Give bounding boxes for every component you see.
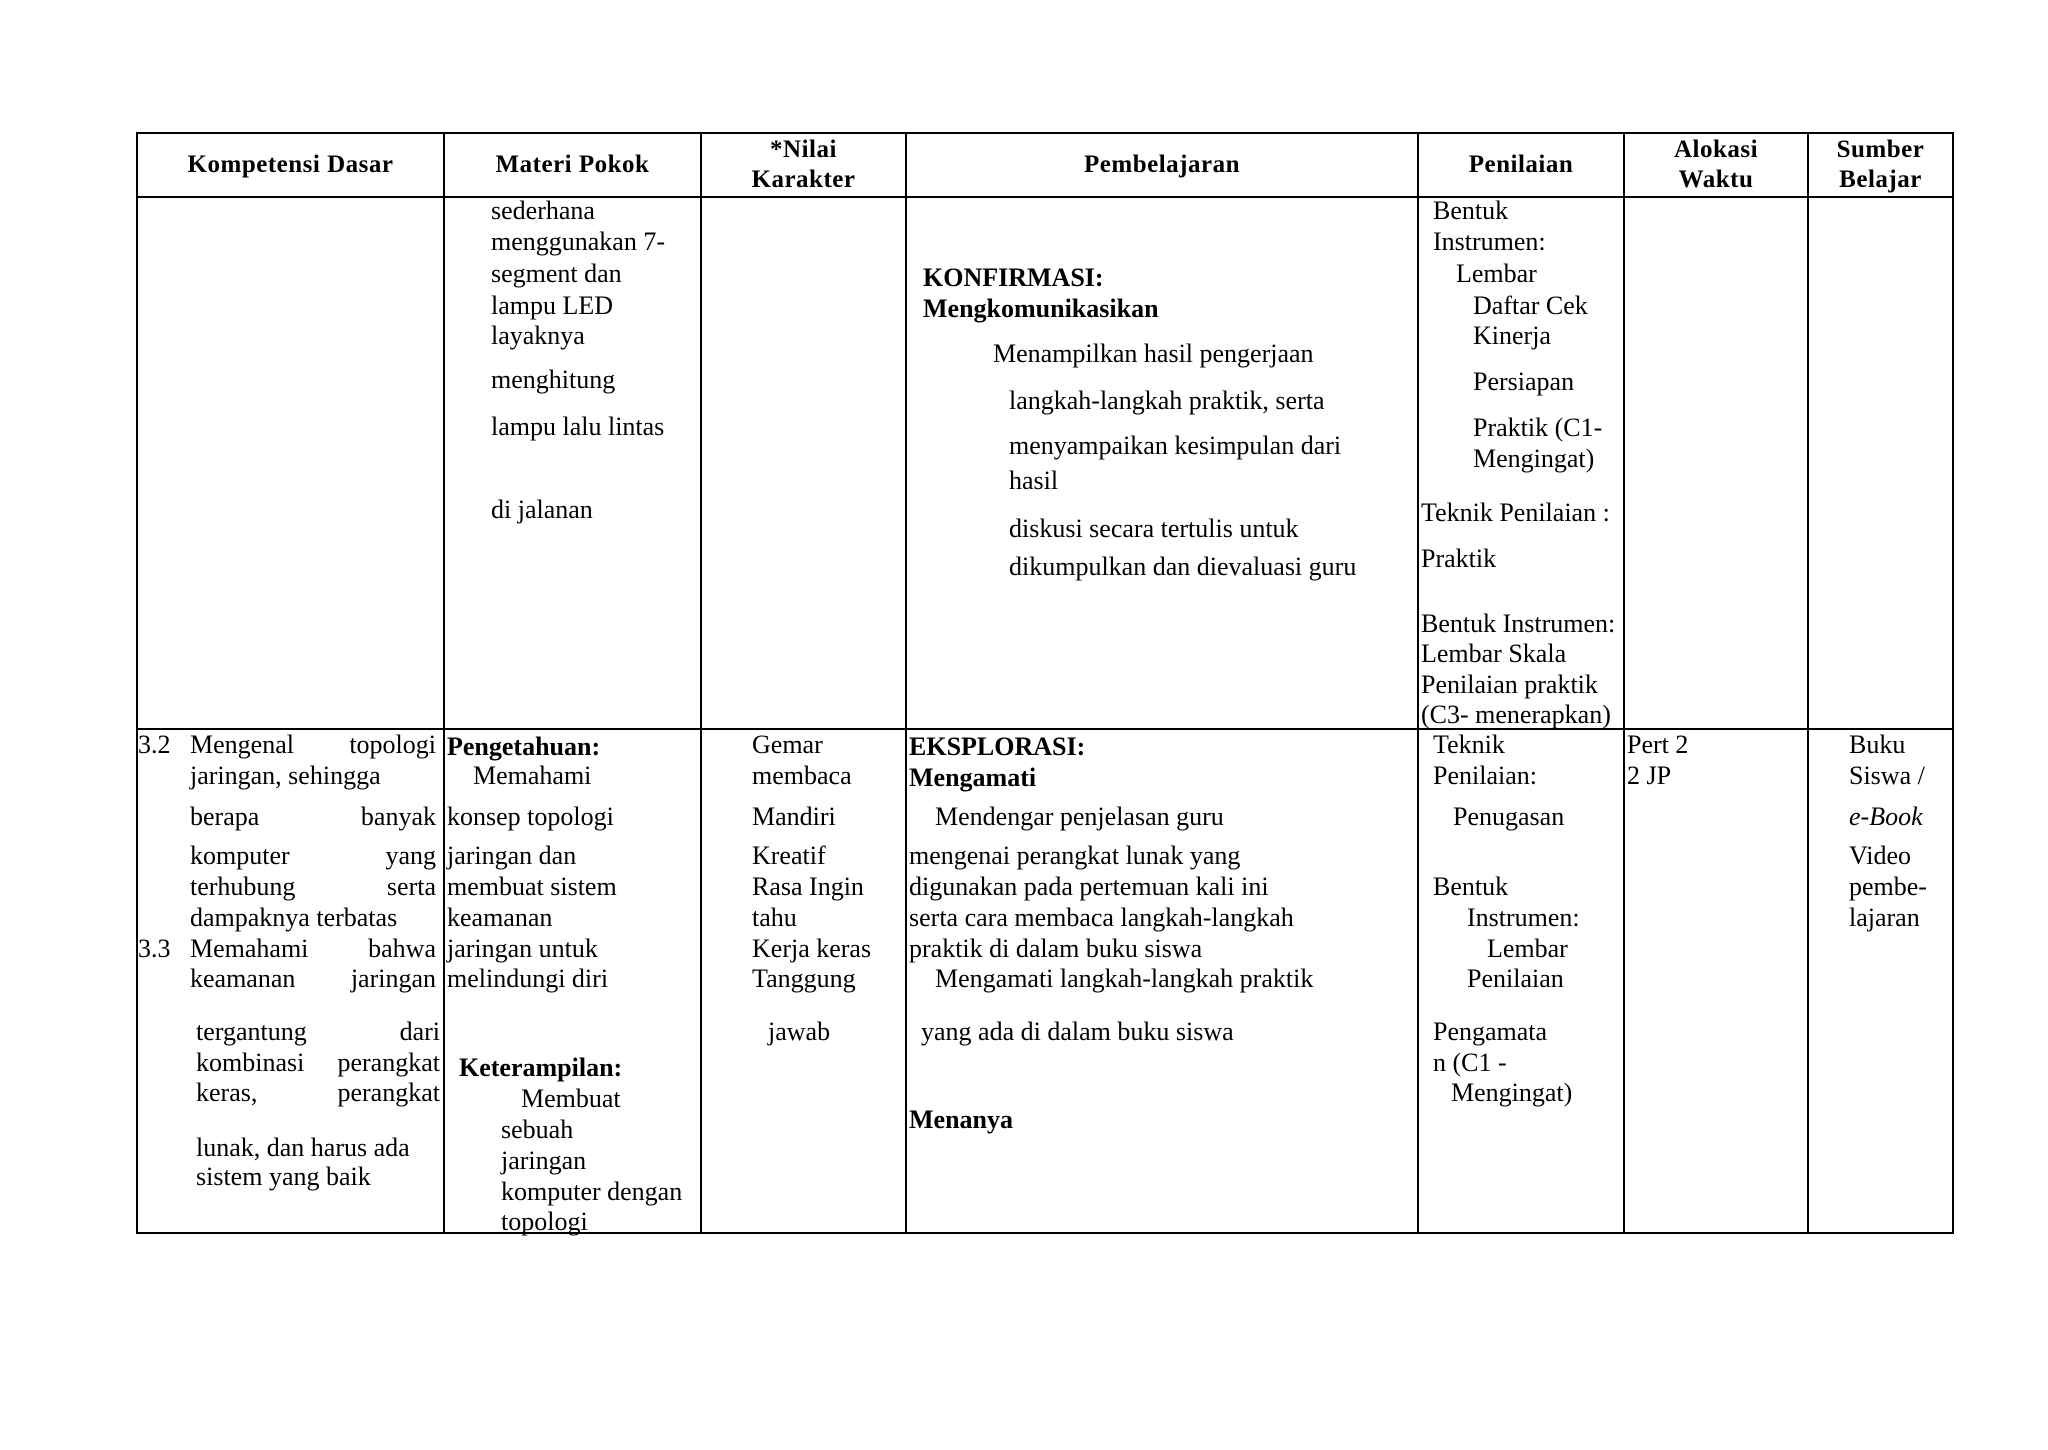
penilaian-line: Instrumen: <box>1433 227 1546 256</box>
table-row <box>137 197 1953 729</box>
sumber-line: e-Book <box>1849 802 1923 831</box>
materi-line: jaringan <box>501 1146 587 1175</box>
menanya-heading: Menanya <box>909 1105 1013 1134</box>
row2-nilai-cell <box>701 729 906 1233</box>
materi-line: jaringan untuk <box>447 934 598 963</box>
header-materi-pokok: Materi Pokok <box>444 133 701 197</box>
sumber-line: pembe- <box>1849 872 1927 901</box>
nilai-line: Gemar <box>752 730 823 759</box>
pembelajaran-line: dikumpulkan dan dievaluasi guru <box>1009 552 1357 581</box>
penilaian-line: Praktik (C1- <box>1473 413 1603 442</box>
kd-line: Memahami bahwa <box>190 934 436 963</box>
materi-line: sederhana <box>491 196 595 225</box>
penilaian-line: (C3- menerapkan) <box>1421 700 1611 729</box>
penilaian-line: Teknik Penilaian : <box>1421 498 1610 527</box>
materi-line: di jalanan <box>491 495 593 524</box>
materi-line: membuat sistem <box>447 872 617 901</box>
kd-number: 3.2 <box>138 730 171 759</box>
kd-line: terhubung serta <box>190 872 436 901</box>
syllabus-table <box>136 132 1954 1234</box>
row1-materi-cell <box>444 197 701 729</box>
penilaian-line: Bentuk <box>1433 196 1509 225</box>
keterampilan-label: Keterampilan: <box>459 1053 623 1082</box>
penilaian-line: Mengingat) <box>1451 1078 1573 1107</box>
sumber-line: Buku <box>1849 730 1906 759</box>
kd-line: komputer yang <box>190 841 436 870</box>
pembelajaran-line: mengenai perangkat lunak yang <box>909 841 1241 870</box>
pembelajaran-line: serta cara membaca langkah-langkah <box>909 903 1294 932</box>
eksplorasi-heading: EKSPLORASI: <box>909 732 1086 761</box>
penilaian-line: Pengamata <box>1433 1017 1548 1046</box>
kd-line: lunak, dan harus ada <box>196 1133 410 1162</box>
alokasi-line: Pert 2 <box>1627 730 1689 759</box>
kd-number: 3.3 <box>138 934 171 963</box>
pembelajaran-line: digunakan pada pertemuan kali ini <box>909 872 1269 901</box>
pembelajaran-line: langkah-langkah praktik, serta <box>1009 386 1325 415</box>
row2-pembelajaran-cell <box>906 729 1418 1233</box>
konfirmasi-heading: KONFIRMASI: <box>923 263 1104 292</box>
penilaian-line: Penugasan <box>1453 802 1565 831</box>
row2-materi-cell <box>444 729 701 1236</box>
header-penilaian: Penilaian <box>1418 133 1624 197</box>
kd-line: keras, perangkat <box>196 1078 440 1107</box>
nilai-line: tahu <box>752 903 797 932</box>
penilaian-line: Bentuk <box>1433 872 1509 901</box>
header-pembelajaran: Pembelajaran <box>906 133 1418 197</box>
penilaian-line: Mengingat) <box>1473 444 1595 473</box>
kd-line: Mengenal topologi <box>190 730 436 759</box>
materi-line: sebuah <box>501 1115 574 1144</box>
penilaian-line: n (C1 - <box>1433 1048 1507 1077</box>
table-row <box>137 729 1953 1233</box>
penilaian-line: Teknik <box>1433 730 1505 759</box>
row1-kompetensi-cell <box>137 197 444 729</box>
pembelajaran-line: menyampaikan kesimpulan dari <box>1009 431 1342 460</box>
pengetahuan-label: Pengetahuan: <box>447 732 601 761</box>
pembelajaran-line: Mengamati langkah-langkah praktik <box>935 964 1314 993</box>
nilai-line: Mandiri <box>752 802 836 831</box>
materi-line: Membuat <box>521 1084 621 1113</box>
pembelajaran-line: hasil <box>1009 466 1059 495</box>
nilai-line: Rasa Ingin <box>752 872 864 901</box>
row2-alokasi-cell <box>1624 729 1808 1233</box>
materi-line: melindungi diri <box>447 964 609 993</box>
header-kompetensi-dasar: Kompetensi Dasar <box>137 133 444 197</box>
nilai-line: Tanggung <box>752 964 856 993</box>
kd-line: berapa banyak <box>190 802 436 831</box>
materi-line: konsep topologi <box>447 802 614 831</box>
kd-line: jaringan, sehingga <box>190 761 381 790</box>
penilaian-line: Lembar <box>1487 934 1568 963</box>
kd-line: sistem yang baik <box>196 1162 371 1191</box>
penilaian-line: Bentuk Instrumen: <box>1421 609 1616 638</box>
materi-line: topologi <box>501 1207 588 1236</box>
materi-line: Memahami <box>473 761 592 790</box>
penilaian-line: Penilaian <box>1467 964 1564 993</box>
pembelajaran-line: Menampilkan hasil pengerjaan <box>993 339 1314 368</box>
sumber-line: lajaran <box>1849 903 1920 932</box>
materi-line: layaknya <box>491 321 585 350</box>
kd-line: keamanan jaringan <box>190 964 436 993</box>
row2-kompetensi-cell <box>137 729 444 1233</box>
penilaian-line: Penilaian praktik <box>1421 670 1598 699</box>
row2-penilaian-cell <box>1418 729 1624 1233</box>
sumber-line: Video <box>1849 841 1911 870</box>
kd-line: kombinasi perangkat <box>196 1048 440 1077</box>
materi-line: lampu lalu lintas <box>491 412 665 441</box>
sumber-line: Siswa / <box>1849 761 1925 790</box>
row1-penilaian-cell <box>1418 197 1624 729</box>
pembelajaran-line: Mendengar penjelasan guru <box>935 802 1224 831</box>
nilai-line: membaca <box>752 761 852 790</box>
nilai-line: Kerja keras <box>752 934 872 963</box>
materi-line: jaringan dan <box>447 841 577 870</box>
penilaian-line: Instrumen: <box>1467 903 1580 932</box>
header-nilai-karakter: *Nilai Karakter <box>701 133 906 197</box>
header-alokasi-waktu: Alokasi Waktu <box>1624 133 1808 197</box>
kd-line: tergantung dari <box>196 1017 440 1046</box>
header-row <box>137 133 1953 197</box>
pembelajaran-line: yang ada di dalam buku siswa <box>921 1017 1234 1046</box>
materi-line: komputer dengan <box>501 1177 683 1206</box>
alokasi-line: 2 JP <box>1627 761 1672 790</box>
penilaian-line: Lembar <box>1456 259 1537 288</box>
header-sumber-belajar: Sumber Belajar <box>1808 133 1953 197</box>
materi-line: lampu LED <box>491 291 614 320</box>
materi-line: menggunakan 7- <box>491 227 666 256</box>
penilaian-line: Praktik <box>1421 544 1497 573</box>
mengamati-heading: Mengamati <box>909 763 1037 792</box>
row2-sumber-cell <box>1808 729 1953 1233</box>
materi-line: keamanan <box>447 903 553 932</box>
nilai-line: jawab <box>768 1017 831 1046</box>
penilaian-line: Kinerja <box>1473 321 1551 350</box>
penilaian-line: Penilaian: <box>1433 761 1537 790</box>
materi-line: menghitung <box>491 365 616 394</box>
materi-line: segment dan <box>491 259 622 288</box>
row1-sumber-cell <box>1808 197 1953 729</box>
kd-line: dampaknya terbatas <box>190 903 398 932</box>
penilaian-line: Daftar Cek <box>1473 291 1588 320</box>
row1-nilai-cell <box>701 197 906 729</box>
nilai-line: Kreatif <box>752 841 826 870</box>
pembelajaran-line: diskusi secara tertulis untuk <box>1009 514 1299 543</box>
row1-pembelajaran-cell <box>906 197 1418 729</box>
pembelajaran-line: praktik di dalam buku siswa <box>909 934 1203 963</box>
mengkomunikasikan-heading: Mengkomunikasikan <box>923 294 1159 323</box>
penilaian-line: Lembar Skala <box>1421 639 1567 668</box>
row1-alokasi-cell <box>1624 197 1808 729</box>
penilaian-line: Persiapan <box>1473 367 1575 396</box>
